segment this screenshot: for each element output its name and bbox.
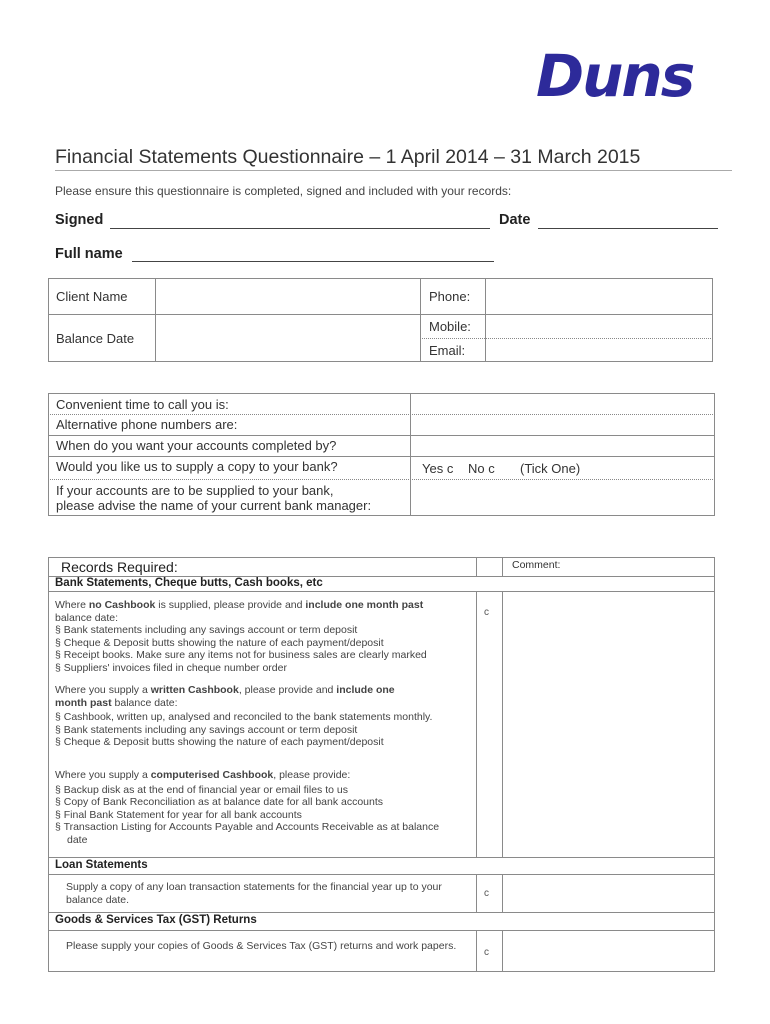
page-title: Financial Statements Questionnaire – 1 April 2014 – 31 March 2015 [55,146,641,168]
no-cashbook-checkbox[interactable]: c [484,607,489,618]
list-item: § Backup disk as at the end of financial year or email files to us [55,783,348,796]
intro-text: Please ensure this questionnaire is completed, signed and included with your records: [55,184,512,198]
duns-logo: Duns [536,42,694,110]
email-field[interactable] [486,339,712,361]
full-name-label: Full name [55,246,123,262]
balance-date-label: Balance Date [56,331,135,346]
client-name-label: Client Name [56,289,128,304]
list-item: § Copy of Bank Reconciliation as at balance date for all bank accounts [55,796,384,808]
list-item: § Bank statements including any savings account or term deposit [55,624,358,636]
tick-one-hint: (Tick One) [520,461,581,476]
gst-comment-field[interactable] [503,931,714,971]
alt-phone-question: Alternative phone numbers are: [56,417,238,432]
list-item: § Transaction Listing for Accounts Payable and Accounts Receivable as at balance date [55,821,440,846]
gst-returns-heading: Goods & Services Tax (GST) Returns [55,914,257,926]
loan-statements-heading: Loan Statements [55,859,148,871]
loan-statements-text: Supply a copy of any loan transaction statements for the financial year up to your balance date. [66,881,442,906]
list-item: § Cheque & Deposit butts showing the nature of each payment/deposit [55,736,384,748]
title-divider [55,170,732,171]
phone-label: Phone: [429,289,471,304]
mobile-label: Mobile: [429,319,471,334]
completion-question: When do you want your accounts completed by? [56,438,337,453]
no-cashbook-block: Where no Cashbook is supplied, please provide and include one month past balance date: § Bank statements including any savings account or term deposit § Cheque & Deposit butts showing the nature of each payment/deposit § Receipt books. Make sure any items not for business sales are clearly marked § Suppliers' invoices filed in cheque number order [55,599,473,674]
records-required-title: Records Required: [61,559,178,575]
computerised-cashbook-block: Where you supply a computerised Cashbook, please provide: § Backup disk as at the end of financial year or email files to us § Copy of Bank Reconciliation as at balance date for all bank accounts § Final Bank Statement for year for all bank accounts § Transaction Listing for Accounts Payable and Accounts Receivable as at balance date [55,769,473,846]
bank-comment-field[interactable] [503,592,714,856]
date-line[interactable] [538,228,718,229]
phone-field[interactable] [486,279,712,313]
list-item: § Suppliers' invoices filed in cheque number order [55,661,287,674]
yes-checkbox[interactable]: Yes c [422,461,454,476]
alt-phone-field[interactable] [411,415,714,435]
full-name-line[interactable] [132,261,494,262]
gst-checkbox[interactable]: c [484,947,489,958]
loan-checkbox[interactable]: c [484,888,489,899]
email-label: Email: [429,343,466,358]
signed-line[interactable] [110,228,490,229]
list-item: § Cashbook, written up, analysed and reconciled to the bank statements monthly. [55,711,433,723]
list-item: § Receipt books. Make sure any items not for business sales are clearly marked [55,649,427,661]
completion-field[interactable] [411,436,714,456]
bank-manager-field[interactable] [411,480,714,515]
list-item: § Bank statements including any savings account or term deposit [55,723,358,736]
comment-header: Comment: [512,559,561,571]
list-item: § Final Bank Statement for year for all bank accounts [55,808,302,821]
no-checkbox[interactable]: No c [468,461,495,476]
client-name-field[interactable] [156,279,419,313]
call-time-field[interactable] [411,394,714,414]
list-item: § Cheque & Deposit butts showing the nature of each payment/deposit [55,636,384,649]
loan-comment-field[interactable] [503,875,714,911]
call-time-question: Convenient time to call you is: [56,397,229,412]
gst-returns-text: Please supply your copies of Goods & Services Tax (GST) returns and work papers. [66,940,457,952]
date-label: Date [499,212,531,228]
balance-date-field[interactable] [156,315,419,361]
bank-copy-question: Would you like us to supply a copy to your bank? [56,459,338,474]
bank-manager-question-line1: If your accounts are to be supplied to your bank, [56,483,334,498]
bank-manager-question-line2: please advise the name of your current bank manager: [56,498,372,513]
written-cashbook-block: Where you supply a written Cashbook, please provide and include one month past balance date: § Cashbook, written up, analysed and reconciled to the bank statements monthly. § Bank statements including any savings account or term deposit § Cheque & Deposit butts showing the nature of each payment/deposit [55,684,473,749]
mobile-field[interactable] [486,315,712,337]
signed-label: Signed [55,212,104,228]
bank-statements-heading: Bank Statements, Cheque butts, Cash books, etc [55,577,323,589]
